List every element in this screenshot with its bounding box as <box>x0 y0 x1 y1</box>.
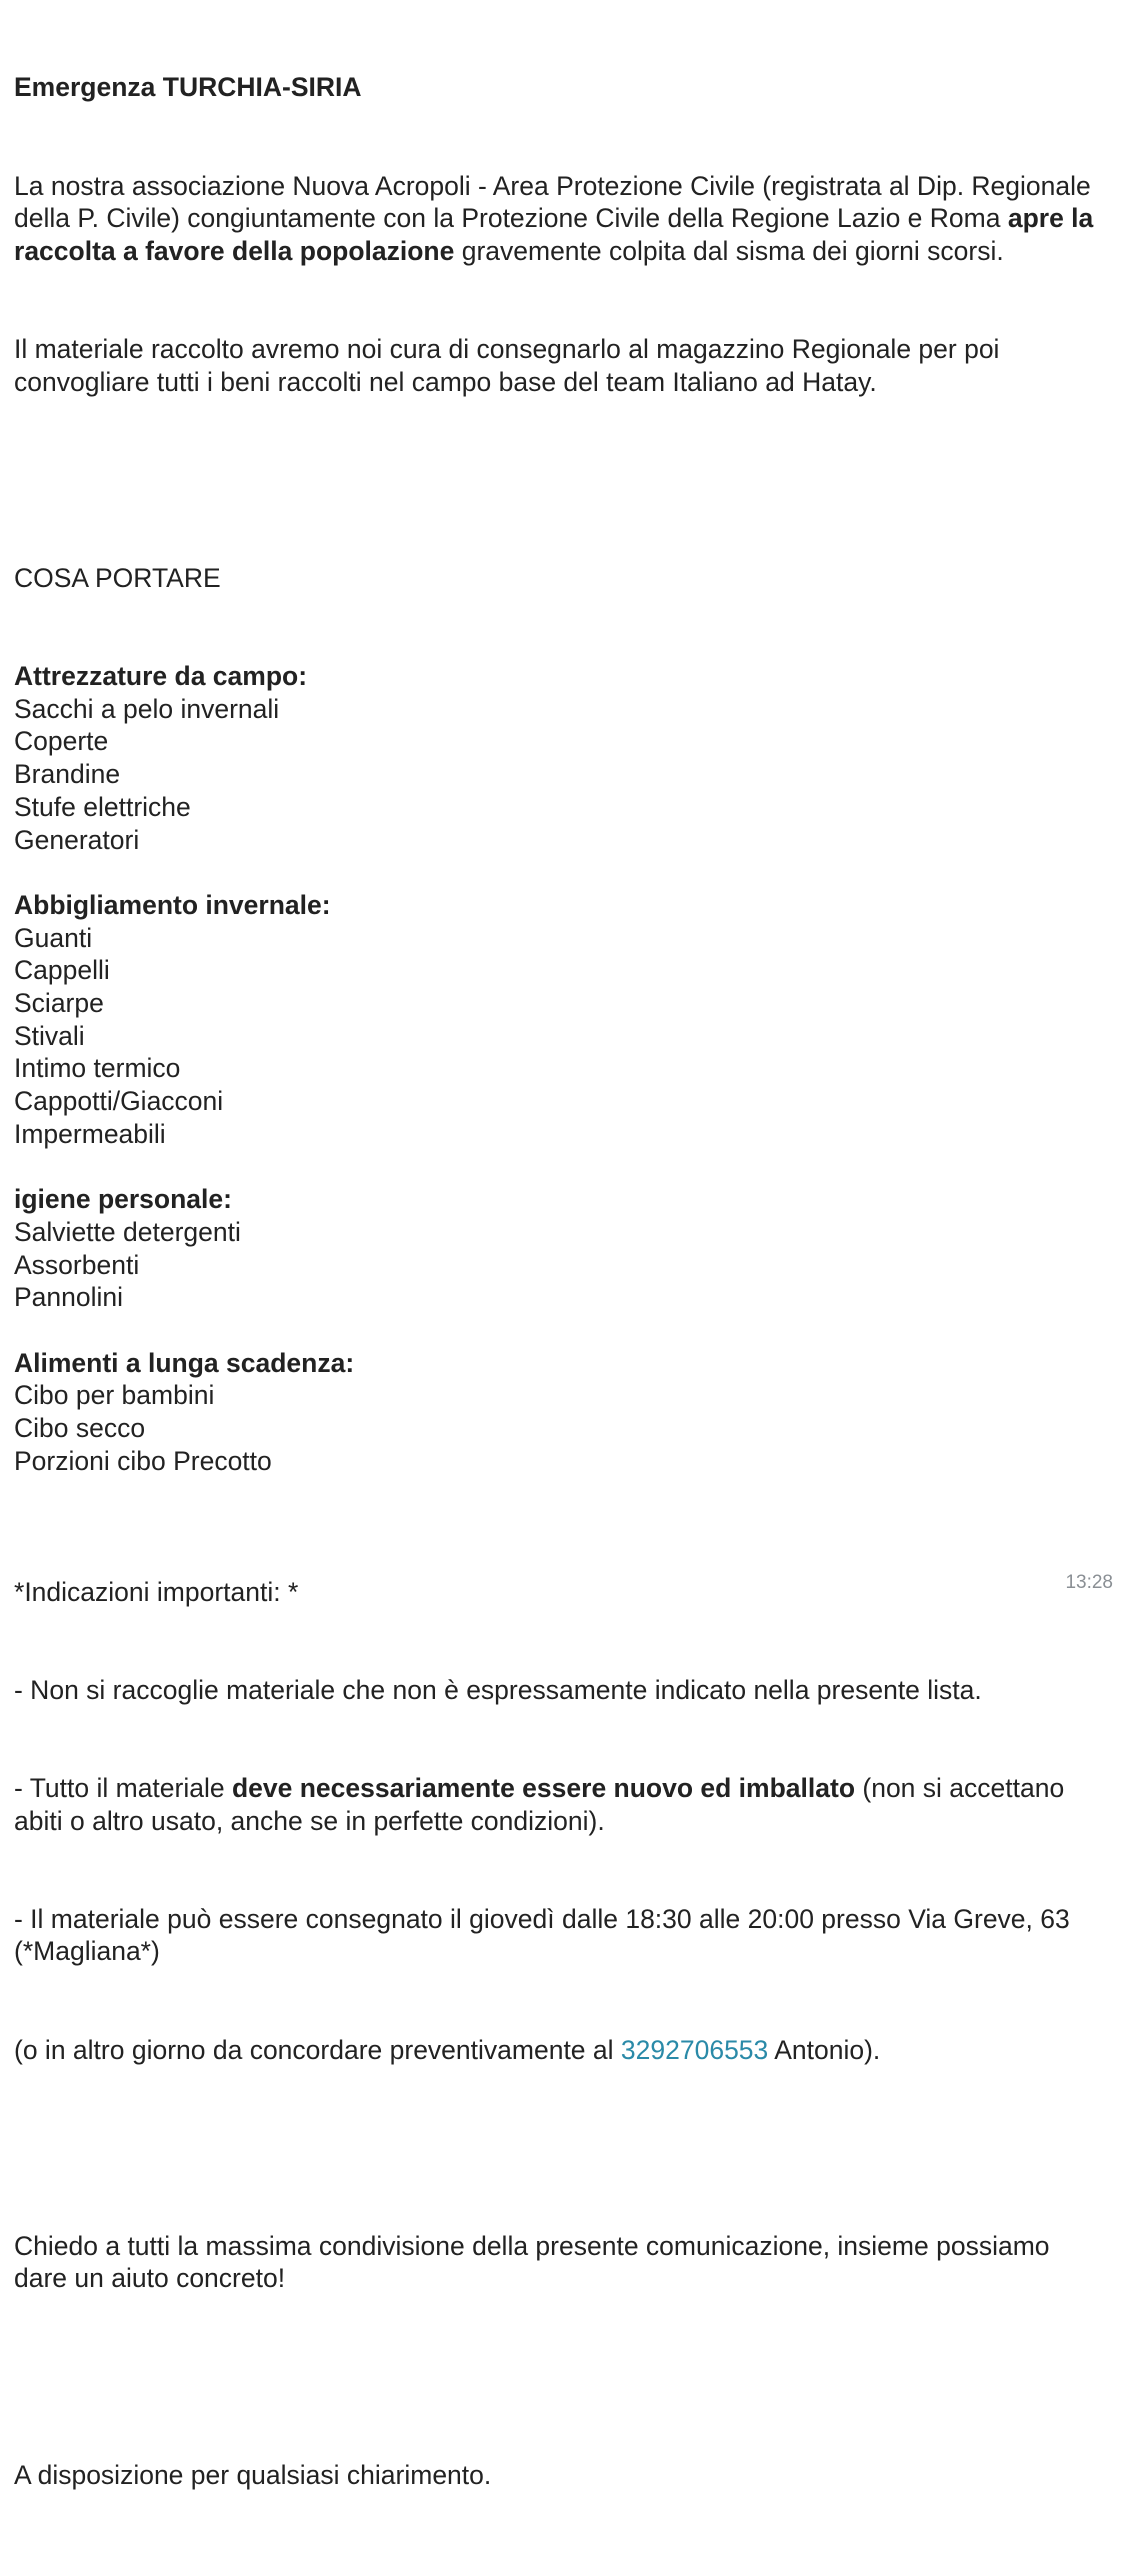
notes-heading: *Indicazioni importanti: * <box>14 1576 299 1607</box>
intro-bold-text: apre la raccolta a favore della popolazione <box>14 203 1101 266</box>
what-to-bring-label: COSA PORTARE <box>14 562 221 593</box>
note-2-bold: deve necessariamente essere nuovo ed imballato <box>231 1772 856 1803</box>
intro-paragraph <box>14 170 1109 268</box>
sections-list <box>14 660 1109 1510</box>
message-text <box>14 6 1109 2557</box>
closing-2: A disposizione per qualsiasi chiarimento. <box>14 2459 492 2490</box>
blank-line <box>14 1478 1109 1511</box>
blank-line <box>14 464 1109 497</box>
message-title: Emergenza TURCHIA-SIRIA <box>14 72 362 103</box>
blank-line <box>14 856 1109 889</box>
list-item: Pannolini <box>14 1282 124 1313</box>
note-4 <box>14 2034 1109 2067</box>
blank-line <box>14 1314 1109 1347</box>
phone-link[interactable]: 3292706553 <box>620 2034 769 2065</box>
blank-line <box>14 2132 1109 2165</box>
list-item: Sacchi a pelo invernali <box>14 693 280 724</box>
note-4-text-b: Antonio). <box>768 2034 881 2065</box>
closing-1: Chiedo a tutti la massima condivisione della presente comunicazione, insieme possiamo dare un aiuto concreto! <box>14 2230 1057 2294</box>
message-timestamp: 13:28 <box>1065 1572 1113 1593</box>
list-item: Impermeabili <box>14 1118 166 1149</box>
list-item: Salviette detergenti <box>14 1216 241 1247</box>
list-item: Cappelli <box>14 955 110 986</box>
list-item: Generatori <box>14 824 140 855</box>
note-2-text-a: - Tutto il materiale <box>14 1772 232 1803</box>
section-heading: Attrezzature da campo: <box>14 661 308 692</box>
blank-line <box>14 1151 1109 1184</box>
list-item: Porzioni cibo Precotto <box>14 1445 272 1476</box>
list-item: Intimo termico <box>14 1053 181 1084</box>
list-item: Sciarpe <box>14 988 104 1019</box>
list-item: Stufe elettriche <box>14 791 191 822</box>
section-heading: Alimenti a lunga scadenza: <box>14 1347 355 1378</box>
list-item: Cibo secco <box>14 1413 146 1444</box>
list-item: Coperte <box>14 726 109 757</box>
list-item: Assorbenti <box>14 1249 140 1280</box>
list-item: Brandine <box>14 759 121 790</box>
intro-paragraph-2: Il materiale raccolto avremo noi cura di consegnarlo al magazzino Regionale per poi convogliare tutti i beni raccolti nel campo base del team Italiano ad Hatay. <box>14 334 1007 397</box>
blank-line <box>14 2361 1109 2394</box>
intro-text-2: gravemente colpita dal sisma dei giorni scorsi. <box>454 235 1004 266</box>
intro-text-1: La nostra associazione Nuova Acropoli - Area Protezione Civile (registrata al Dip. Regionale della P. Civile) congiuntamente con la Protezione Civile della Regione Lazio e Roma <box>14 170 1099 234</box>
list-item: Cibo per bambini <box>14 1380 215 1411</box>
list-item: Cappotti/Giacconi <box>14 1086 224 1117</box>
list-item: Guanti <box>14 922 93 953</box>
note-4-text-a: (o in altro giorno da concordare preventivamente al <box>14 2034 621 2065</box>
note-3: - Il materiale può essere consegnato il giovedì dalle 18:30 alle 20:00 presso Via Greve, 63 (*Magliana*) <box>14 1903 1078 1967</box>
section-heading: Abbigliamento invernale: <box>14 889 331 920</box>
section-heading: igiene personale: <box>14 1184 232 1215</box>
note-1: - Non si raccoglie materiale che non è espressamente indicato nella presente lista. <box>14 1674 982 1705</box>
note-2-text-b: (non si accettano abiti o altro usato, anche se in perfette condizioni). <box>14 1772 1072 1836</box>
note-2 <box>14 1772 1109 1837</box>
list-item: Stivali <box>14 1020 85 1051</box>
